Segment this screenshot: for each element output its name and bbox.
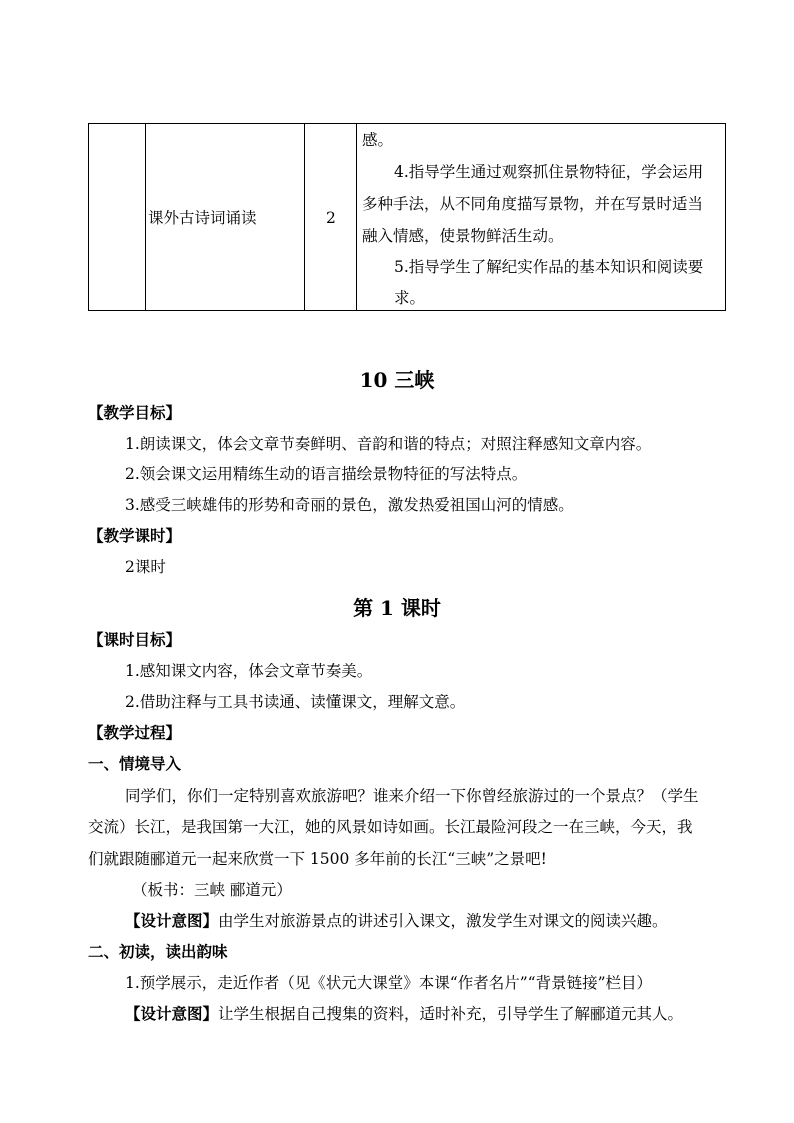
design-intent [125, 911, 668, 931]
section1-heading: 一、情境导入 [88, 754, 182, 773]
table-cell-goal-line: 感。 [362, 131, 394, 149]
section2-item: 1.预学展示，走近作者（见《状元大课堂》本课“作者名片”“背景链接”栏目） [125, 974, 652, 992]
session-goals-heading: 【课时目标】 [88, 630, 182, 649]
session-goal-item: 1.感知课文内容，体会文章节奏美。 [125, 662, 373, 680]
table-cell-hours: 2 [326, 209, 336, 227]
lesson-title: 10 三峡 [359, 368, 435, 392]
process-heading: 【教学过程】 [88, 723, 182, 742]
table-divider [356, 124, 357, 310]
design-intent-text: 让学生根据自己搜集的资料，适时补充，引导学生了解郦道元其人。 [218, 1005, 684, 1023]
teaching-hours-heading: 【教学课时】 [88, 526, 182, 545]
design-intent-label: 【设计意图】 [125, 1004, 219, 1023]
table-cell-goal-line: 5.指导学生了解纪实作品的基本知识和阅读要 [394, 258, 704, 276]
table-divider [145, 124, 146, 310]
section1-paragraph-line: 同学们，你们一定特别喜欢旅游吧？谁来介绍一下你曾经旅游过的一个景点？（学生 [125, 787, 699, 805]
section2-heading: 二、初读，读出韵味 [88, 942, 228, 961]
teaching-goals-heading: 【教学目标】 [88, 403, 182, 422]
design-intent-text: 由学生对旅游景点的讲述引入课文，激发学生对课文的阅读兴趣。 [218, 912, 668, 930]
design-intent-label: 【设计意图】 [125, 911, 219, 930]
session-goal-item: 2.借助注释与工具书读通、读懂课文，理解文意。 [125, 693, 466, 711]
table-cell-goal-line: 融入情感，使景物鲜活生动。 [362, 227, 564, 245]
teaching-goal-item: 1.朗读课文，体会文章节奏鲜明、音韵和谐的特点；对照注释感知文章内容。 [125, 435, 652, 453]
teaching-hours-value: 2课时 [125, 558, 166, 576]
table-cell-unit: 课外古诗词诵读 [148, 209, 257, 227]
design-intent [125, 1004, 683, 1024]
board-note: （板书：三峡 郦道元） [132, 881, 292, 899]
table-cell-goal-line: 求。 [394, 289, 426, 307]
section1-paragraph-line: 交流）长江，是我国第一大江，她的风景如诗如画。长江最险河段之一在三峡，今天，我 [88, 818, 693, 836]
table-cell-goal-line: 多种手法，从不同角度描写景物，并在写景时适当 [362, 195, 704, 213]
session-title: 第 1 课时 [353, 596, 441, 620]
teaching-goal-item: 3.感受三峡雄伟的形势和奇丽的景色，激发热爱祖国山河的情感。 [125, 496, 574, 514]
teaching-goal-item: 2.领会课文运用精练生动的语言描绘景物特征的写法特点。 [125, 465, 528, 483]
section1-paragraph-line: 们就跟随郦道元一起来欣赏一下 1500 多年前的长江“三峡”之景吧! [88, 850, 547, 868]
curriculum-table [88, 123, 726, 311]
table-cell-goal-line: 4.指导学生通过观察抓住景物特征，学会运用 [394, 163, 704, 181]
table-divider [304, 124, 305, 310]
